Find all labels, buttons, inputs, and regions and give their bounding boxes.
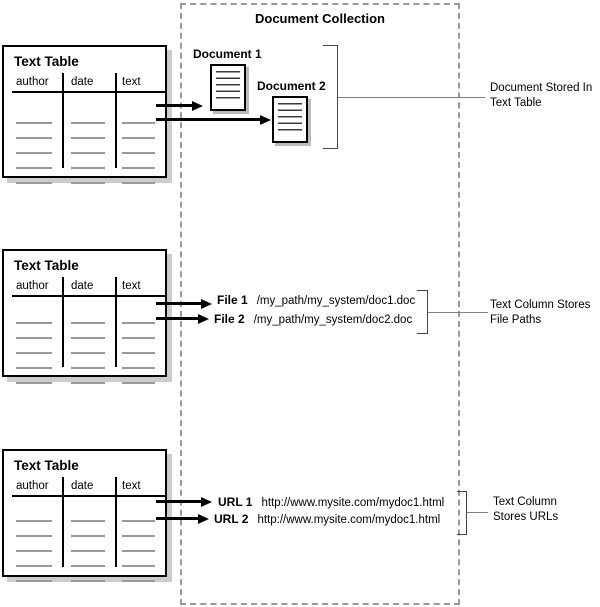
column-date [64,73,117,168]
column-author [4,477,64,567]
url2-value: http://www.mysite.com/mydoc1.html [257,514,441,526]
url2-row [214,512,440,526]
annotation-urls [493,495,558,525]
document2-label: Document 2 [257,79,326,93]
url1-label: URL 1 [218,495,253,509]
column-date [64,477,117,567]
file1-label: File 1 [217,293,248,307]
table-title: Text Table [14,54,79,69]
arrow-to-document1 [156,104,192,107]
document1-icon [210,64,246,111]
text-table-1 [2,45,167,178]
annotation-line: Document Stored In [490,82,593,94]
arrow-to-url1 [156,500,201,503]
annotation-documents [490,81,592,111]
column-header-author: author [16,76,49,88]
row-dashes [16,117,52,185]
text-table-2 [2,249,167,377]
column-header-text: text [122,76,141,88]
document2-icon [272,96,308,143]
column-header-author: author [16,280,49,292]
table-title: Text Table [14,258,79,273]
file2-row [214,312,412,326]
arrow-to-file2 [156,317,198,320]
files-connector-line [428,312,488,313]
row-dashes [71,317,105,385]
text-table-3 [2,449,167,577]
row-dashes [122,515,155,583]
row-dashes [16,317,52,385]
column-author [4,277,64,367]
column-text [117,477,165,567]
column-header-author: author [16,480,49,492]
row-dashes [122,117,155,185]
annotation-line: Stores URLs [493,511,559,523]
documents-connector-line [338,97,485,98]
arrow-to-file1 [156,302,201,305]
document1-label: Document 1 [193,47,262,61]
row-dashes [122,317,155,385]
arrow-to-url2 [156,517,198,520]
annotation-line: File Paths [490,314,542,326]
file2-path: /my_path/my_system/doc2.doc [253,314,413,326]
table-columns [4,73,165,168]
table-title: Text Table [14,458,79,473]
urls-connector-line [467,512,488,513]
file1-path: /my_path/my_system/doc1.doc [256,295,416,307]
url2-label: URL 2 [214,512,249,526]
annotation-files [490,298,590,328]
column-text [117,277,165,367]
column-header-date: date [71,280,94,292]
row-dashes [71,117,105,185]
document-collection-title: Document Collection [254,11,385,26]
row-dashes [16,515,52,583]
documents-bracket [323,45,338,149]
column-header-text: text [122,480,141,492]
column-header-date: date [71,480,94,492]
column-date [64,277,117,367]
column-header-date: date [71,76,94,88]
table-columns [4,277,165,367]
annotation-line: Text Table [490,97,542,109]
column-header-text: text [122,280,141,292]
column-author [4,73,64,168]
url1-value: http://www.mysite.com/mydoc1.html [261,497,445,509]
table-columns [4,477,165,567]
arrow-to-document2 [156,118,260,121]
urls-bracket [457,491,467,535]
annotation-line: Text Column [493,496,557,508]
files-bracket [417,290,428,334]
annotation-line: Text Column Stores [490,299,591,311]
url1-row [218,495,444,509]
file1-row [217,293,415,307]
row-dashes [71,515,105,583]
file2-label: File 2 [214,312,245,326]
